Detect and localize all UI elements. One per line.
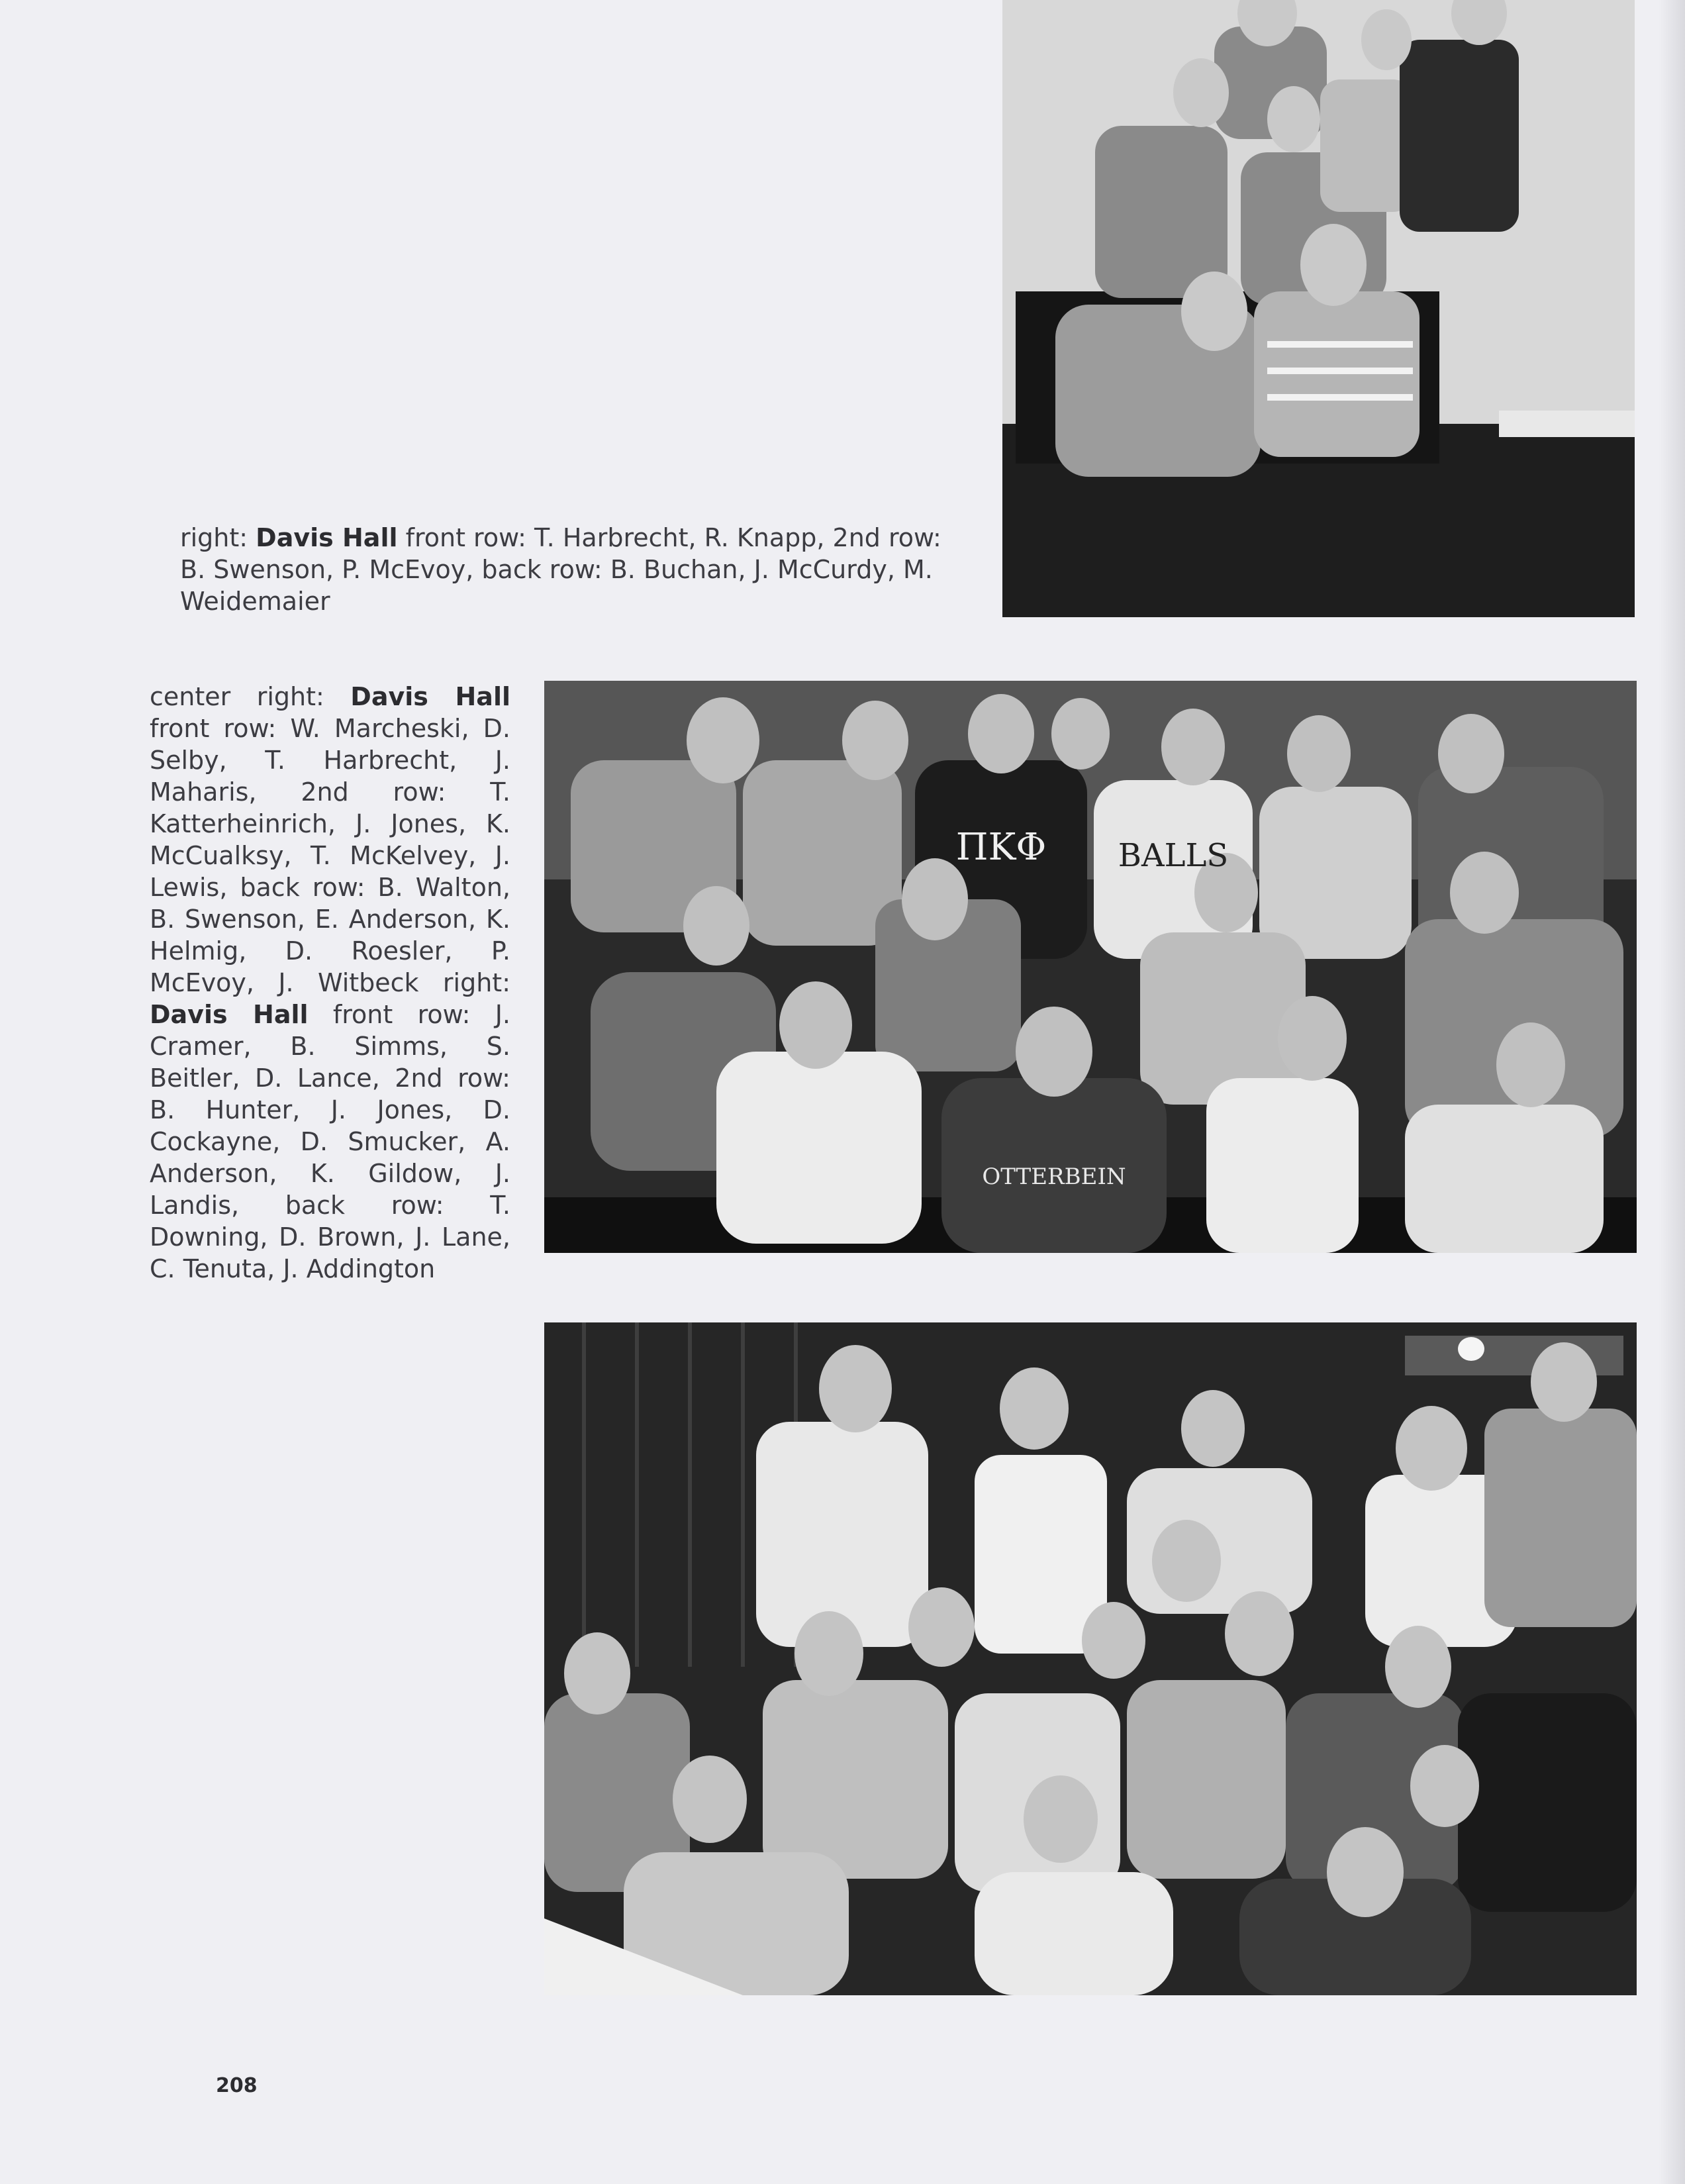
caption-top-prefix: right: bbox=[180, 523, 256, 552]
shirt-lettering-1: ΠΚΦ bbox=[955, 826, 1047, 869]
page-number: 208 bbox=[216, 2074, 258, 2097]
caption-top-text: front row: T. Harbrecht, R. Knapp, 2nd row: B. Swenson, P. McEvoy, back row: B. Buchan, J. McCurdy, M. Weidemaier bbox=[180, 523, 941, 616]
group-photo-top-right bbox=[1002, 0, 1635, 617]
caption-davis-hall-top bbox=[180, 522, 948, 617]
shirt-lettering-3: OTTERBEIN bbox=[982, 1164, 1126, 1190]
group-photo-center-right bbox=[544, 681, 1637, 1253]
caption-davis-hall-center bbox=[150, 681, 510, 1285]
group-photo-bottom-right bbox=[544, 1322, 1637, 1995]
caption-center-hall-1: Davis Hall bbox=[350, 682, 510, 711]
caption-center-prefix: center right: bbox=[150, 682, 351, 711]
caption-center-text-1: front row: W. Marcheski, D. Selby, T. Harbrecht, J. Maharis, 2nd row: T. Katterheinrich, J. Jones, K. McCualksy, T. McKelvey, J. Lewis, back row: B. Walton, B. Swenson, E. Anderson, K. Helmig, D. Roesler, P. McEvoy, J. Witbeck right: bbox=[150, 714, 510, 997]
caption-center-hall-2: Davis Hall bbox=[150, 1000, 309, 1029]
page-gutter-shadow bbox=[1659, 0, 1685, 2184]
caption-center-text-2: front row: J. Cramer, B. Simms, S. Beitler, D. Lance, 2nd row: B. Hunter, J. Jones, D. Cockayne, D. Smucker, A. Anderson, K. Gildow, J. Landis, back row: T. Downing, D. Brown, J. Lane, C. Tenuta, J. Addington bbox=[150, 1000, 511, 1283]
shirt-lettering-2: BALLS bbox=[1118, 837, 1229, 874]
caption-top-hall: Davis Hall bbox=[256, 523, 398, 552]
